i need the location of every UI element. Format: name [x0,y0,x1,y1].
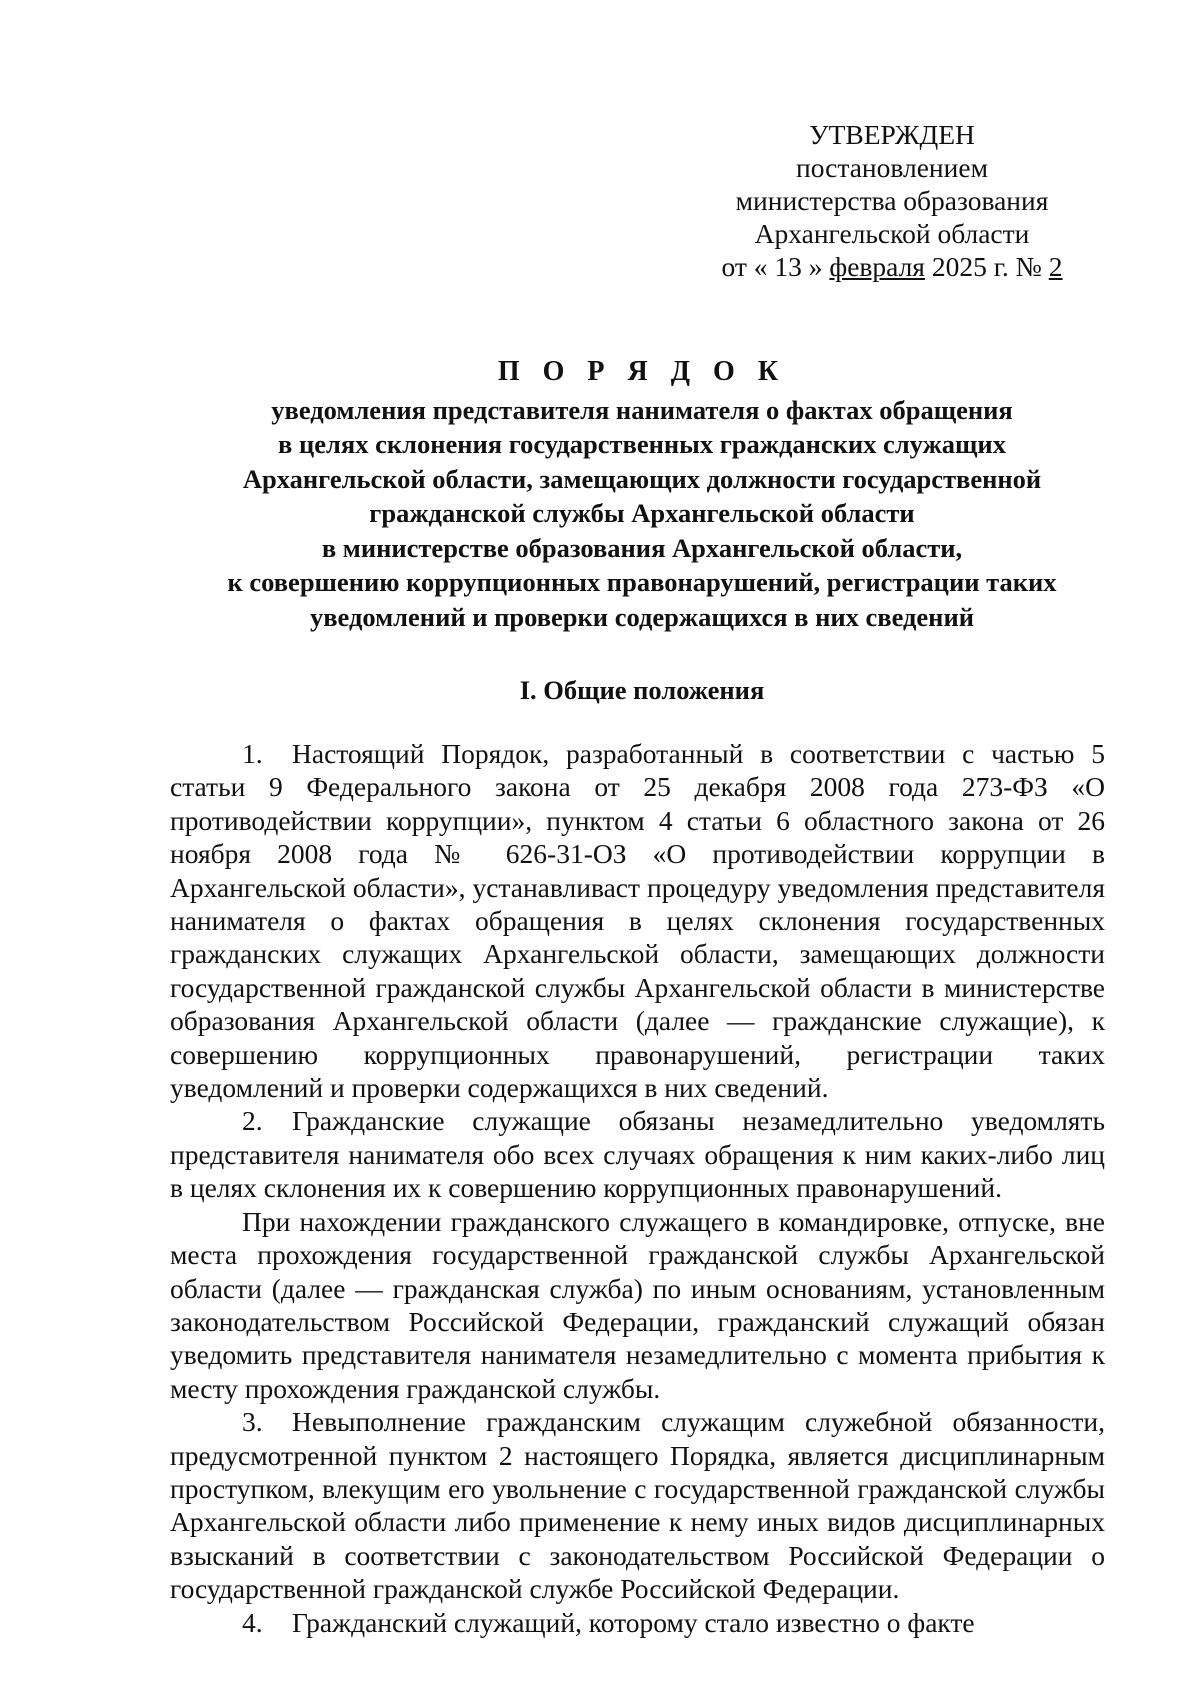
paragraph-text: Невыполнение гражданским служащим служебной обязанности, предусмотренной пунктом 2 настоящего Порядка, является дисциплинарным проступком, влекущим его увольнение с государственной гражданской службы Архангельской области либо применение к нему иных видов дисциплинарных взысканий в соответствии с законодательством Российской Федерации о государственной гражданской службе Российской Федерации. [170,1406,1105,1605]
paragraph [170,1104,1105,1204]
approval-date-prefix: от « 13 » [721,251,830,282]
title-line: гражданской службы Архангельской области [369,498,915,528]
approval-title: УТВЕРЖДЕН [809,119,975,150]
approval-stamp [700,118,1084,283]
approval-date-month: февраля [829,251,925,282]
paragraph-number: 3. [242,1406,263,1438]
paragraph [170,1205,1105,1405]
paragraph [170,737,1105,1104]
paragraph-text: Гражданские служащие обязаны незамедлительно уведомлять представителя нанимателя обо всех случаях обращения к ним каких-либо лиц в целях склонения их к совершению коррупционных правонарушений. [170,1105,1105,1204]
title-line: уведомления представителя нанимателя о фактах обращения [271,394,1013,425]
title-line: Архангельской области, замещающих должности государственной [242,463,1042,494]
approval-number: 2 [1048,251,1063,282]
document-body [170,737,1105,1639]
approval-date [700,250,1084,283]
paragraph [170,1606,1105,1639]
document-title [150,355,1134,634]
section-heading: I. Общие положения [519,675,765,705]
approval-line: министерства образования [735,185,1049,216]
title-line: уведомлений и проверки содержащихся в них сведений [310,601,974,632]
paragraph-text: Гражданский служащий, которому стало известно о факте [292,1606,975,1638]
title-main: П О Р Я Д О К [497,356,787,387]
title-line: в министерстве образования Архангельской области, [321,532,963,563]
approval-line: постановлением [796,152,988,183]
approval-date-year: 2025 г. № [924,251,1049,282]
approval-line: Архангельской области [754,218,1030,249]
title-line: в целях склонения государственных гражданских служащих [278,429,1006,459]
paragraph-text: Настоящий Порядок, разработанный в соответствии с частью 5 статьи 9 Федерального закона от 25 декабря 2008 года 273-ФЗ «О противодействии коррупции», пунктом 4 статьи 6 областного закона от 26 ноября 2008 года № 626-31-ОЗ «О противодействии коррупции в Архангельской области», устанавливаст процедуру уведомления представителя нанимателя о фактах обращения в целях склонения государственных гражданских служащих Архангельской области, замещающих должности государственной гражданской службы Архангельской области в министерстве образования Архангельской области (далее — гражданские служащие), к совершению коррупционных правонарушений, регистрации таких уведомлений и проверки содержащихся в них сведений. [170,738,1105,1104]
paragraph-number: 4. [242,1606,263,1638]
paragraph [170,1405,1105,1605]
paragraph-text: При нахождении гражданского служащего в командировке, отпуске, вне места прохождения государственной гражданской службы Архангельской области (далее — гражданская служба) по иным основаниям, установленным законодательством Российской Федерации, гражданский служащий обязан уведомить представителя нанимателя незамедлительно с момента прибытия к месту прохождения гражданской службы. [170,1205,1105,1404]
paragraph-number: 2. [242,1105,263,1137]
paragraph-number: 1. [242,738,263,769]
title-line: к совершению коррупционных правонарушений, регистрации таких [227,567,1057,597]
